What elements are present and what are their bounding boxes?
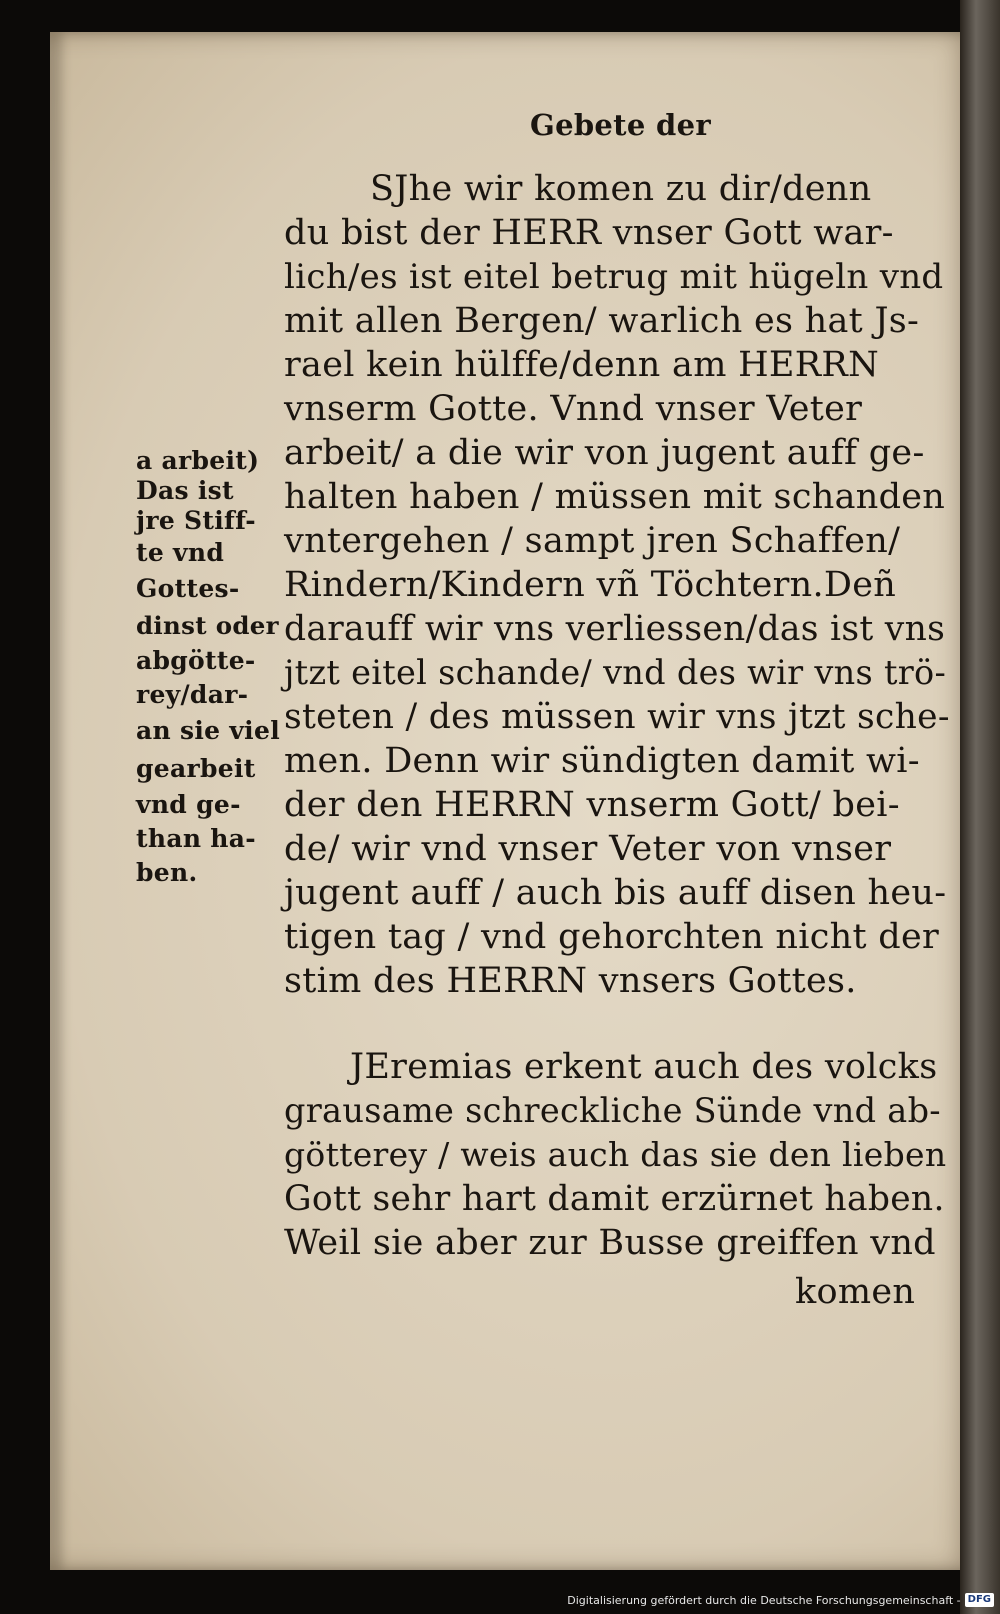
body-line: SJhe wir komen zu dir/denn [370,169,872,209]
margin-note-line: Gottes- [136,574,240,603]
credit-text: Digitalisierung gefördert durch die Deutsche Forschungsgemeinschaft - [567,1593,961,1607]
summary-line: Gott sehr hart damit erzürnet haben. [284,1179,945,1219]
margin-note-line: Das ist [136,476,234,505]
body-line: jtzt eitel schande/ vnd des wir vns trö- [284,653,947,692]
body-line: stim des HERRN vnsers Gottes. [284,961,857,1001]
catchword: komen [795,1272,916,1312]
dfg-logo: DFG [965,1593,994,1607]
margin-note-line: gearbeit [136,754,256,783]
digitization-credit [567,1592,994,1608]
body-line: lich/es ist eitel betrug mit hügeln vnd [284,257,944,297]
body-line: arbeit/ a die wir von jugent auff ge- [284,433,925,473]
body-line: men. Denn wir sündigten damit wi- [284,741,920,781]
margin-note-line: than ha- [136,824,256,853]
margin-note-line: an sie viel [136,716,280,745]
body-line: du bist der HERR vnser Gott war- [284,213,894,253]
body-line: Rindern/Kindern vñ Töchtern.Deñ [284,565,897,605]
margin-note-line: jre Stiff- [136,506,256,535]
margin-note-line: rey/dar- [136,680,249,709]
body-line: jugent auff / auch bis auff disen heu- [284,873,947,913]
book-gutter [960,0,1000,1614]
body-line: vnserm Gotte. Vnnd vnser Veter [284,389,863,429]
running-title: Gebete der [530,108,711,142]
margin-note-line: abgötte- [136,646,256,675]
body-line: halten haben / müssen mit schanden [284,477,946,517]
summary-line: Weil sie aber zur Busse greiffen vnd [284,1223,936,1263]
body-line: der den HERRN vnserm Gott/ bei- [284,785,900,825]
body-line: vntergehen / sampt jren Schaffen/ [284,521,901,561]
margin-note-line: a arbeit) [136,446,260,475]
body-line: tigen tag / vnd gehorchten nicht der [284,917,940,957]
summary-line: JEremias erkent auch des volcks [350,1047,938,1087]
body-line: steten / des müssen wir vns jtzt sche- [284,697,950,737]
body-line: de/ wir vnd vnser Veter von vnser [284,829,892,869]
margin-note-line: vnd ge- [136,790,241,819]
summary-line: grausame schreckliche Sünde vnd ab- [284,1091,941,1130]
body-line: rael kein hülffe/denn am HERRN [284,345,880,385]
margin-note-line: te vnd [136,538,225,567]
margin-note-line: dinst oder [136,611,279,640]
body-line: darauff wir vns verliessen/das ist vns [284,609,946,649]
summary-line: götterey / weis auch das sie den lieben [284,1135,947,1174]
margin-note-line: ben. [136,858,198,887]
body-line: mit allen Bergen/ warlich es hat Js- [284,301,920,341]
